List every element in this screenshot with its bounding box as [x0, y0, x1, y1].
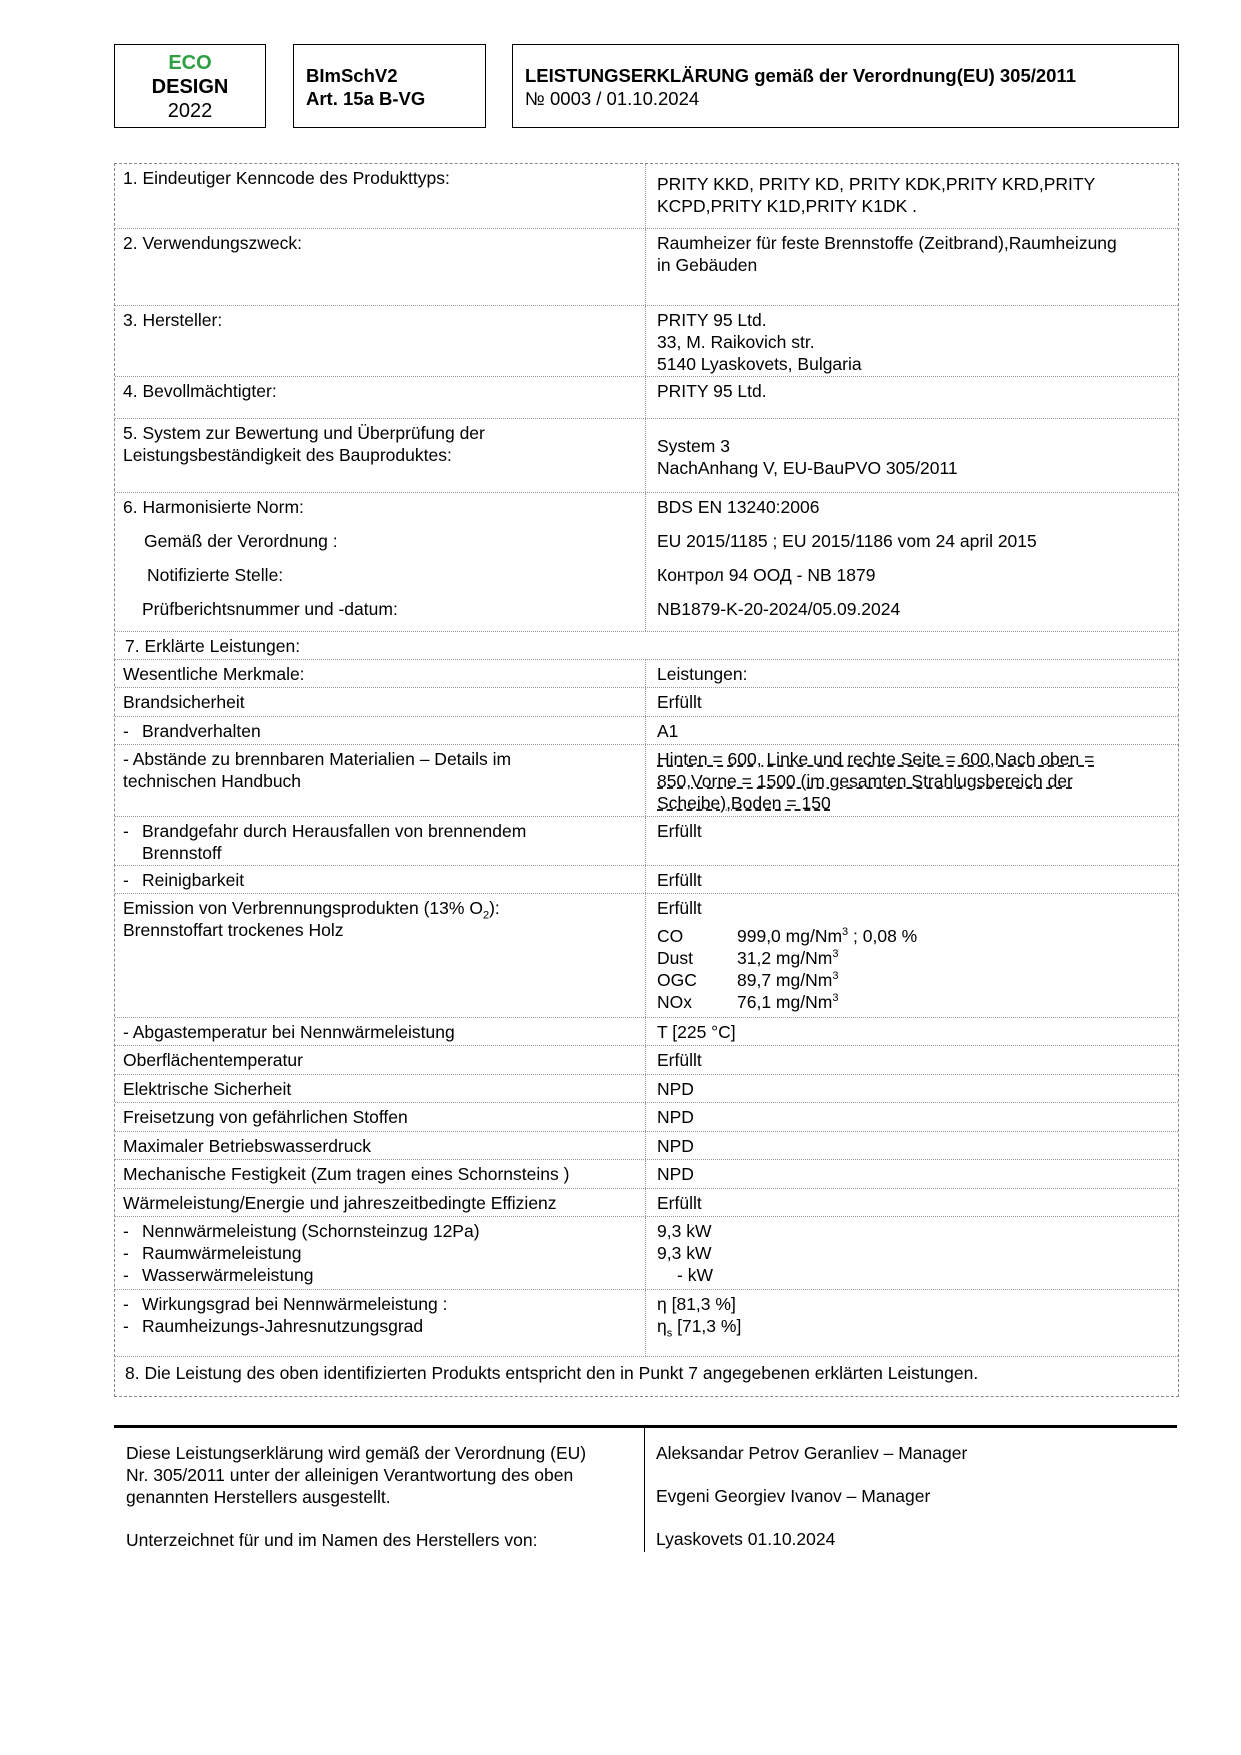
- row-label: [115, 745, 646, 816]
- table-row: [115, 1189, 1178, 1217]
- water-output-value: - kW: [677, 1265, 713, 1285]
- efficiency-text: Wirkungsgrad bei Nennwärmeleistung :: [142, 1294, 448, 1314]
- row-label: [115, 306, 646, 376]
- row-value: [647, 660, 1178, 687]
- row-value: [647, 164, 1178, 228]
- ogc-value: [737, 969, 1168, 991]
- dash-bullet: -: [123, 821, 129, 841]
- table-row: [115, 164, 1178, 229]
- table-row: [115, 894, 1178, 1018]
- flue-temp-value: T [225 °C]: [657, 1022, 736, 1042]
- heat-output-label: Wärmeleistung/Energie und jahreszeitbedingte Effizienz: [123, 1193, 557, 1213]
- manufacturer-street: 33, M. Raikovich str.: [657, 332, 815, 352]
- art15a-label: Art. 15a B-VG: [306, 88, 426, 109]
- row-label: [115, 866, 646, 893]
- table-row: [115, 1217, 1178, 1290]
- test-report-value: NB1879-K-20-2024/05.09.2024: [657, 599, 901, 619]
- water-pressure-value: NPD: [657, 1136, 694, 1156]
- row-value: [647, 717, 1178, 744]
- signatory-name: Evgeni Georgiev Ivanov – Manager: [656, 1486, 931, 1506]
- performance-header: Leistungen:: [657, 664, 748, 684]
- fall-out-text: Brandgefahr durch Herausfallen von brennendem: [142, 821, 527, 841]
- dop-title-box: [512, 44, 1179, 128]
- fall-out-label: [123, 820, 637, 842]
- place-and-date: Lyaskovets 01.10.2024: [656, 1529, 836, 1549]
- dash-bullet: -: [123, 1243, 129, 1263]
- flue-temp-label: - Abgastemperatur bei Nennwärmeleistung: [123, 1022, 455, 1042]
- cleanability-text: Reinigbarkeit: [142, 870, 245, 890]
- declaration-table: [114, 163, 1179, 1397]
- distances-value: Hinten = 600, Linke und rechte Seite = 600,Nach oben =: [657, 749, 1095, 769]
- efficiency-label: [123, 1293, 637, 1315]
- ogc-label: OGC: [657, 970, 697, 990]
- dust-value: [737, 947, 1168, 969]
- fire-behaviour-value: A1: [657, 721, 679, 741]
- superscript: 3: [832, 970, 839, 983]
- test-report-label: Prüfberichtsnummer und -datum:: [142, 599, 398, 619]
- row-value: [647, 894, 1178, 1017]
- avcp-annex: NachAnhang V, EU-BauPVO 305/2011: [657, 458, 958, 478]
- row-label: [115, 1217, 646, 1289]
- row-label: [115, 377, 646, 418]
- table-row: [115, 688, 1178, 717]
- manufacturer-label: 3. Hersteller:: [123, 310, 223, 330]
- row-label: [115, 419, 646, 492]
- electrical-safety-label: Elektrische Sicherheit: [123, 1079, 292, 1099]
- intended-use-value: Raumheizer für feste Brennstoffe (Zeitbrand),Raumheizung: [657, 233, 1117, 253]
- row-value: [647, 1290, 1178, 1356]
- table-row: [115, 745, 1178, 817]
- co-label: CO: [657, 926, 684, 946]
- table-row: [115, 817, 1178, 866]
- co-percent: ; 0,08 %: [848, 926, 918, 946]
- harmonised-standard-label: 6. Harmonisierte Norm:: [123, 497, 304, 517]
- co-number: 999,0 mg/Nm: [737, 926, 843, 946]
- table-row: [115, 306, 1178, 377]
- row-value: [647, 1018, 1178, 1045]
- efficiency-value: η [81,3 %]: [657, 1294, 736, 1314]
- notified-body-label: Notifizierte Stelle:: [147, 565, 284, 585]
- row-label: [115, 717, 646, 744]
- nox-label: NOx: [657, 992, 692, 1012]
- row-value: [647, 493, 1178, 631]
- room-output-value: 9,3 kW: [657, 1243, 712, 1263]
- row-label: [115, 1160, 646, 1188]
- dash-bullet: -: [123, 1294, 129, 1314]
- fire-safety-value: Erfüllt: [657, 692, 702, 712]
- signed-for-label: Unterzeichnet für und im Namen des Herstellers von:: [126, 1530, 538, 1550]
- distances-label: technischen Handbuch: [123, 771, 302, 791]
- table-row: [115, 660, 1178, 688]
- co-value: [737, 925, 1168, 947]
- product-code-label: 1. Eindeutiger Kenncode des Produkttyps:: [123, 168, 450, 188]
- row-value: [647, 866, 1178, 893]
- table-row: [115, 1290, 1178, 1357]
- table-row: [115, 1357, 1178, 1396]
- table-row: [115, 1075, 1178, 1103]
- table-row: [115, 1132, 1178, 1160]
- intended-use-value: in Gebäuden: [657, 255, 758, 275]
- signatory-name: Aleksandar Petrov Geranliev – Manager: [656, 1443, 968, 1463]
- row-value: [647, 1160, 1178, 1188]
- dop-title-rest: gemäß der Verordnung(EU) 305/2011: [749, 65, 1077, 86]
- declared-performance-heading: 7. Erklärte Leistungen:: [125, 636, 301, 656]
- table-row: [115, 419, 1178, 493]
- avcp-system: System 3: [657, 436, 730, 456]
- emission-text: ):: [489, 898, 500, 918]
- conformity-statement: 8. Die Leistung des oben identifizierten Produkts entspricht den in Punkt 7 angegebenen erklärten Leistungen.: [125, 1363, 979, 1383]
- dust-number: 31,2 mg/Nm: [737, 948, 833, 968]
- row-label: [115, 1075, 646, 1102]
- ogc-number: 89,7 mg/Nm: [737, 970, 833, 990]
- electrical-safety-value: NPD: [657, 1079, 694, 1099]
- table-row: [115, 229, 1178, 306]
- issuance-text: Diese Leistungserklärung wird gemäß der Verordnung (EU): [126, 1443, 587, 1463]
- dash-bullet: -: [123, 870, 129, 890]
- nox-value: [737, 991, 1168, 1013]
- row-value: [647, 817, 1178, 865]
- row-value: [647, 1189, 1178, 1216]
- hazardous-value: NPD: [657, 1107, 694, 1127]
- design-label: DESIGN: [151, 76, 229, 98]
- distances-value: 850,Vorne = 1500 (im gesamten Strahlugsbereich der: [657, 771, 1073, 791]
- nominal-output-value: 9,3 kW: [657, 1221, 712, 1241]
- nominal-output-text: Nennwärmeleistung (Schornsteinzug 12Pa): [142, 1221, 480, 1241]
- issuance-text: genannten Herstellers ausgestellt.: [126, 1487, 391, 1507]
- avcp-label: 5. System zur Bewertung und Überprüfung der: [123, 423, 485, 443]
- fall-out-text: Brennstoff: [142, 843, 222, 863]
- dop-title-bold: LEISTUNGSERKLÄRUNG: [525, 65, 750, 86]
- row-label: [115, 1132, 646, 1159]
- issuance-text: Nr. 305/2011 unter der alleinigen Verantwortung des oben: [126, 1465, 574, 1485]
- row-value: [647, 688, 1178, 716]
- fall-out-value: Erfüllt: [657, 821, 702, 841]
- row-value: [647, 745, 1178, 816]
- row-value: [647, 1046, 1178, 1074]
- water-output-label: [123, 1264, 637, 1286]
- subscript: 2: [482, 909, 490, 922]
- emission-label: [123, 897, 637, 922]
- authorised-rep-label: 4. Bevollmächtigter:: [123, 381, 277, 401]
- intended-use-label: 2. Verwendungszweck:: [123, 233, 302, 253]
- seasonal-efficiency-value: [657, 1315, 1168, 1340]
- authorised-rep-value: PRITY 95 Ltd.: [657, 381, 767, 401]
- row-value: [647, 419, 1178, 492]
- emission-grid: [657, 925, 1168, 1013]
- row-label: [115, 164, 646, 228]
- row-label: [115, 1018, 646, 1045]
- eco-design-box: [114, 44, 266, 128]
- row-value: [647, 1132, 1178, 1159]
- table-row: [115, 493, 1178, 632]
- row-value: [647, 1217, 1178, 1289]
- bimschv-label: BImSchV2: [306, 65, 398, 86]
- row-value: [647, 229, 1178, 305]
- regulation-value: EU 2015/1185 ; EU 2015/1186 vom 24 april 2015: [657, 531, 1037, 551]
- row-label: [115, 1103, 646, 1131]
- fuel-type-label: Brennstoffart trockenes Holz: [123, 920, 344, 940]
- table-row: [115, 1018, 1178, 1046]
- row-label: [115, 1290, 646, 1356]
- eta-symbol: η: [657, 1316, 667, 1336]
- row-value: [647, 1075, 1178, 1102]
- fire-safety-label: Brandsicherheit: [123, 692, 245, 712]
- dust-label: Dust: [657, 948, 693, 968]
- table-row: [115, 866, 1178, 894]
- superscript: 3: [832, 948, 839, 961]
- mech-strength-value: NPD: [657, 1164, 694, 1184]
- table-row: [115, 1046, 1178, 1075]
- fire-behaviour-text: Brandverhalten: [142, 721, 261, 741]
- water-output-text: Wasserwärmeleistung: [142, 1265, 314, 1285]
- dash-bullet: -: [123, 1221, 129, 1241]
- table-row: [115, 1160, 1178, 1189]
- dash-bullet: -: [123, 721, 129, 741]
- eco-label: ECO: [168, 52, 212, 74]
- row-label: [115, 493, 646, 631]
- bimschv-box: [293, 44, 486, 128]
- essential-characteristics-header: Wesentliche Merkmale:: [123, 664, 305, 684]
- row-value: [647, 1103, 1178, 1131]
- table-row: [115, 717, 1178, 745]
- heat-output-value: Erfüllt: [657, 1193, 702, 1213]
- superscript: 3: [832, 992, 839, 1005]
- dop-title: [525, 64, 1178, 87]
- row-value: [647, 306, 1178, 376]
- product-code-value: PRITY KKD, PRITY KD, PRITY KDK,PRITY KRD,PRITY: [657, 174, 1096, 194]
- regulation-label: Gemäß der Verordnung :: [144, 531, 338, 551]
- signature-section: [114, 1425, 1177, 1550]
- harmonised-standard-value: BDS EN 13240:2006: [657, 497, 820, 517]
- eco-year: 2022: [167, 100, 213, 122]
- product-code-value: KCPD,PRITY K1D,PRITY K1DK .: [657, 196, 917, 216]
- dop-number: № 0003 / 01.10.2024: [525, 88, 700, 109]
- surface-temp-label: Oberflächentemperatur: [123, 1050, 303, 1070]
- manufacturer-name: PRITY 95 Ltd.: [657, 310, 767, 330]
- distances-value: Scheibe),Boden = 150: [657, 793, 831, 813]
- hazardous-label: Freisetzung von gefährlichen Stoffen: [123, 1107, 408, 1127]
- seasonal-efficiency-label: [123, 1315, 637, 1337]
- dash-bullet: -: [123, 1316, 129, 1336]
- fire-behaviour-label: [123, 720, 637, 742]
- table-row: [115, 632, 1178, 660]
- row-value: [647, 377, 1178, 418]
- cleanability-label: [123, 869, 637, 891]
- dash-bullet: -: [123, 1265, 129, 1285]
- manufacturer-city: 5140 Lyaskovets, Bulgaria: [657, 354, 862, 374]
- row-label: [115, 894, 646, 1017]
- seasonal-efficiency-number: [71,3 %]: [672, 1316, 742, 1336]
- row-label: [115, 817, 646, 865]
- distances-label: - Abstände zu brennbaren Materialien – Details im: [123, 749, 512, 769]
- room-output-label: [123, 1242, 637, 1264]
- row-label: [115, 1189, 646, 1216]
- cleanability-value: Erfüllt: [657, 870, 702, 890]
- emission-value: Erfüllt: [657, 898, 702, 918]
- water-pressure-label: Maximaler Betriebswasserdruck: [123, 1136, 371, 1156]
- signatories: [646, 1428, 977, 1564]
- room-output-text: Raumwärmeleistung: [142, 1243, 302, 1263]
- issuance-statement: [114, 1428, 645, 1552]
- table-row: [115, 377, 1178, 419]
- row-label: [115, 688, 646, 716]
- notified-body-value: Контрол 94 ООД - NB 1879: [657, 565, 876, 585]
- nominal-output-label: [123, 1220, 637, 1242]
- row-label: [115, 660, 646, 687]
- table-row: [115, 1103, 1178, 1132]
- row-label: [115, 229, 646, 305]
- seasonal-efficiency-text: Raumheizungs-Jahresnutzungsgrad: [142, 1316, 424, 1336]
- emission-text: Emission von Verbrennungsprodukten (13% O: [123, 898, 483, 918]
- superscript: 3: [842, 926, 849, 939]
- subscript: s: [666, 1327, 673, 1340]
- mech-strength-label: Mechanische Festigkeit (Zum tragen eines Schornsteins ): [123, 1164, 570, 1184]
- avcp-label: Leistungsbeständigkeit des Bauproduktes:: [123, 445, 452, 465]
- nox-number: 76,1 mg/Nm: [737, 992, 833, 1012]
- row-label: [115, 1046, 646, 1074]
- surface-temp-value: Erfüllt: [657, 1050, 702, 1070]
